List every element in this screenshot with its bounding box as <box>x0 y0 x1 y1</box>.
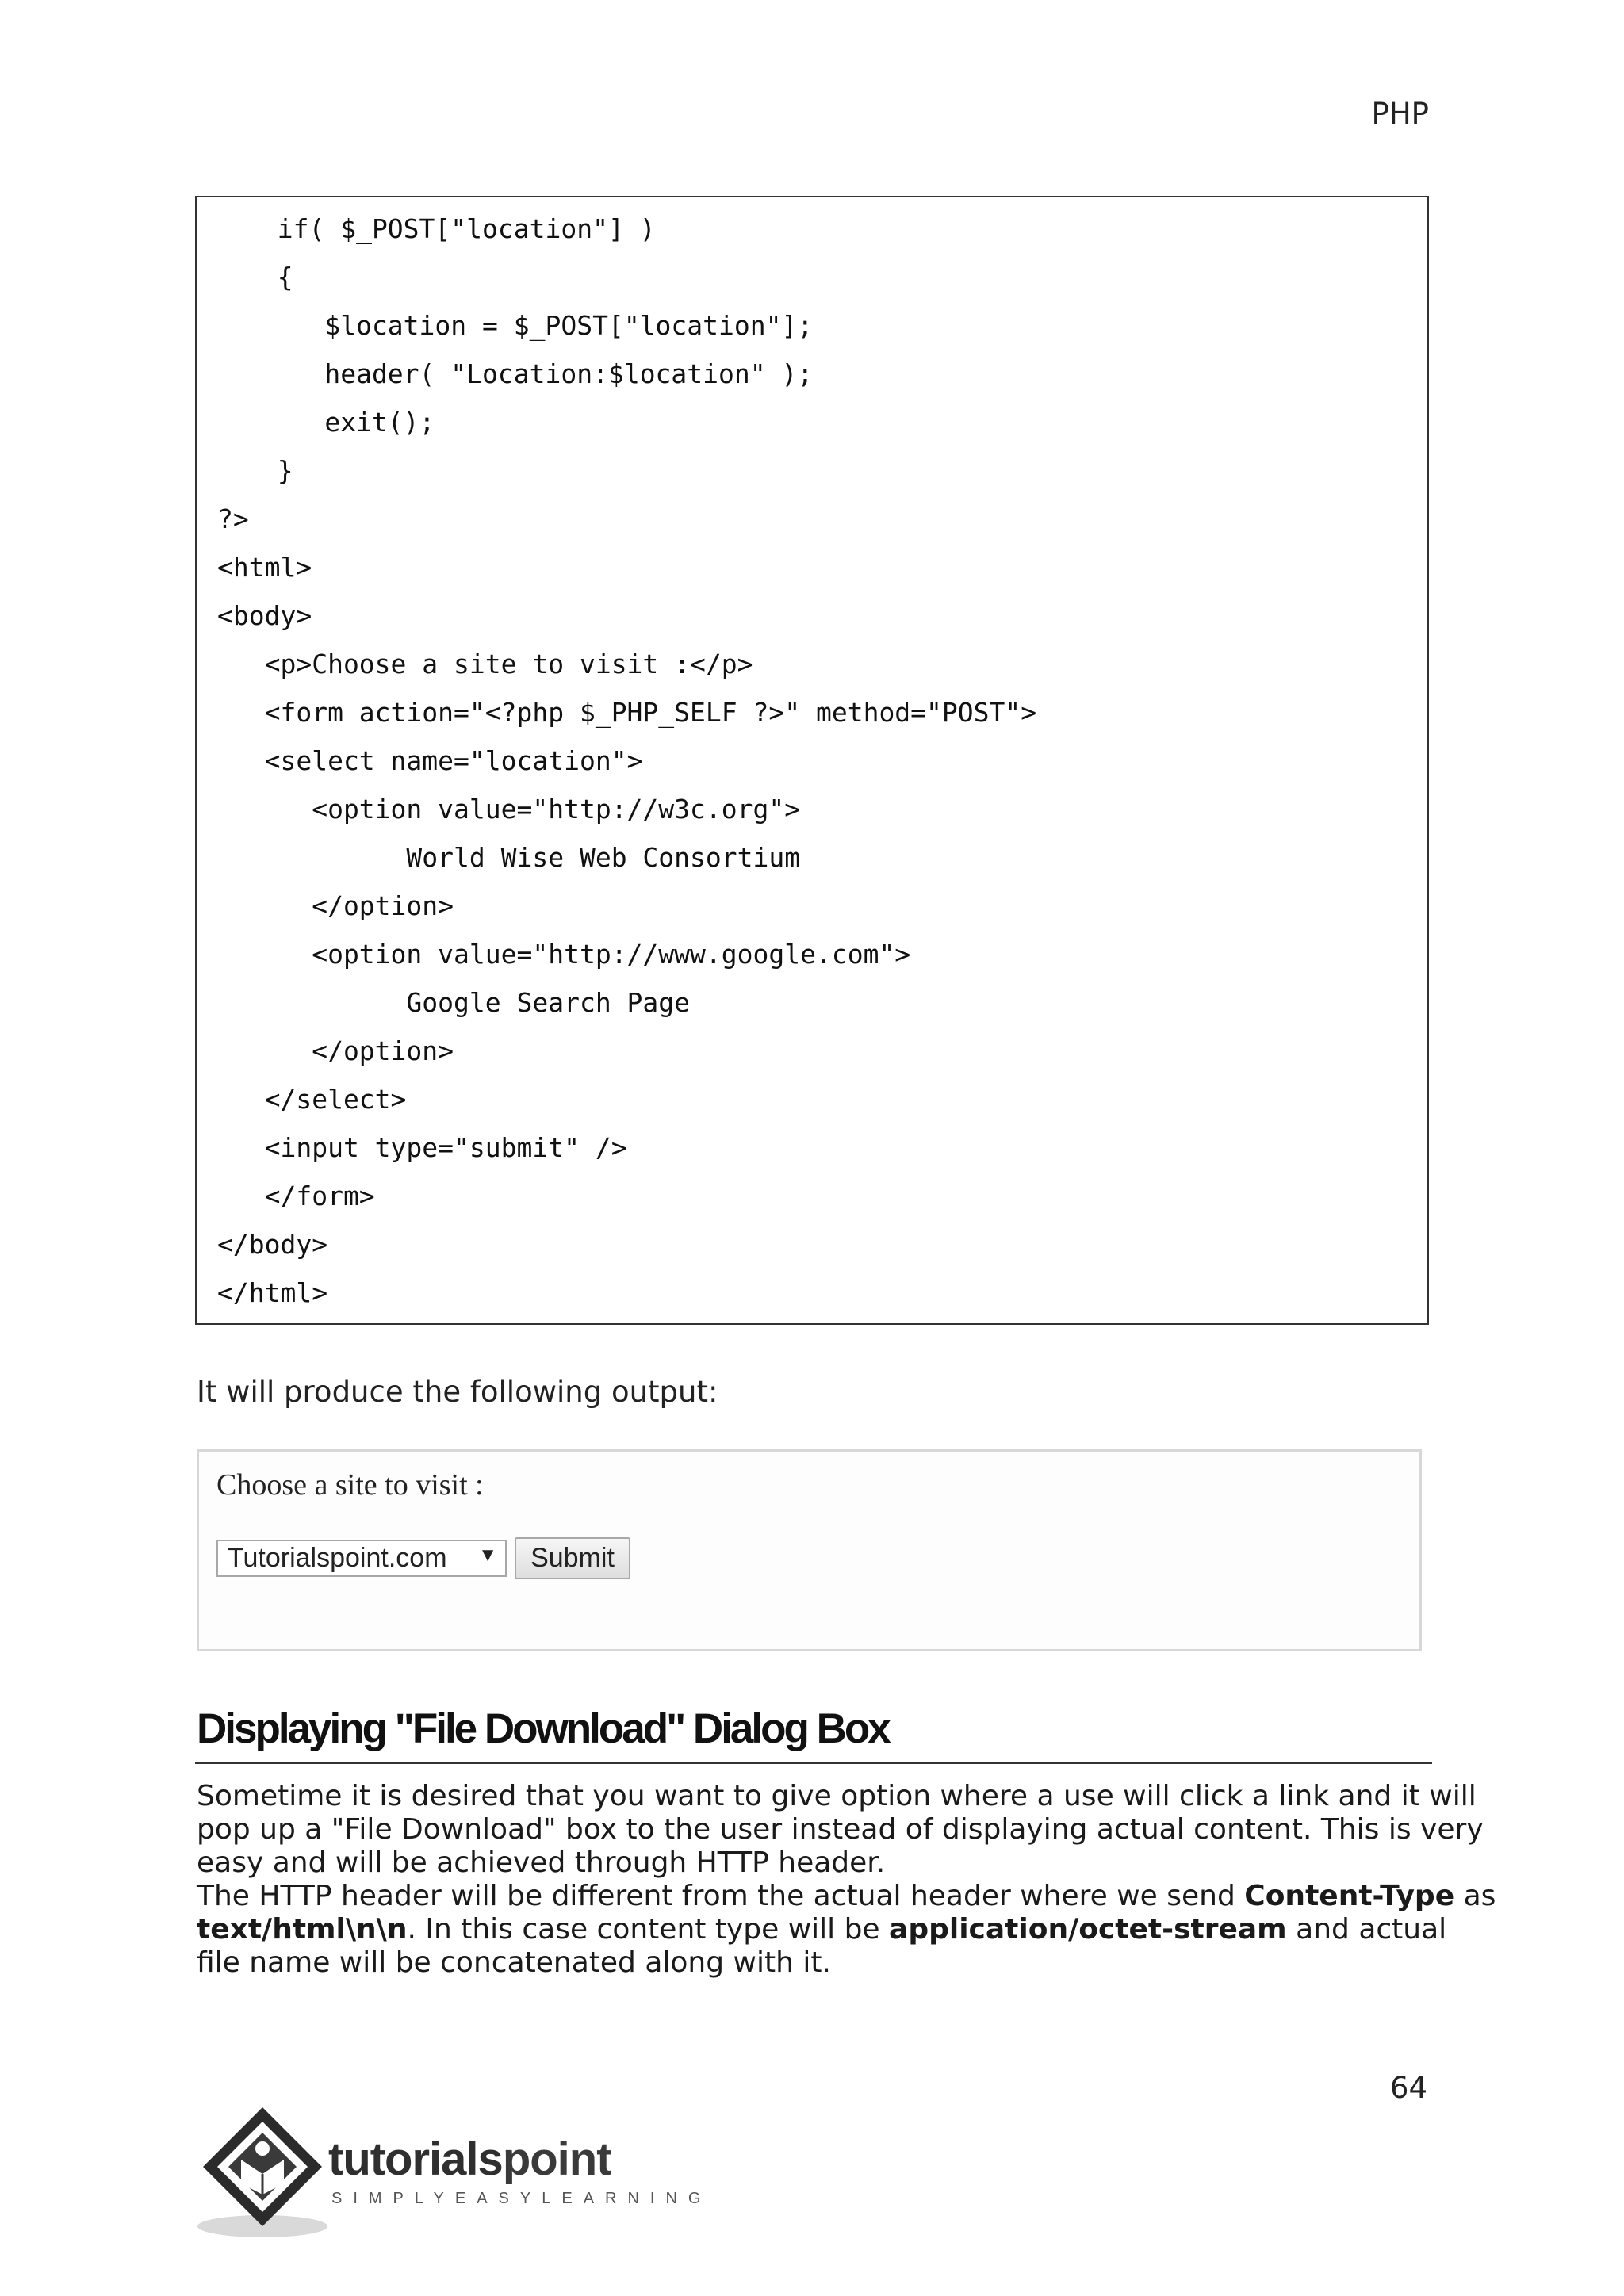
section-heading: Displaying "File Download" Dialog Box <box>197 1705 889 1752</box>
running-header: PHP <box>1371 97 1429 131</box>
text-html-term: text/html\n\n <box>197 1913 408 1946</box>
code-line: <html> <box>217 552 312 583</box>
octet-stream-term: application/octet-stream <box>889 1913 1287 1946</box>
heading-divider <box>195 1762 1432 1764</box>
site-select[interactable] <box>216 1540 507 1577</box>
code-line: <body> <box>217 600 312 631</box>
code-line: $location = $_POST["location"]; <box>246 310 814 341</box>
output-intro-text: It will produce the following output: <box>197 1375 718 1409</box>
body-line <box>197 1880 1496 1913</box>
code-line: <option value="http://www.google.com"> <box>217 939 911 970</box>
code-line: Google Search Page <box>217 987 691 1018</box>
code-line: </form> <box>217 1181 375 1211</box>
code-line: <input type="submit" /> <box>217 1132 627 1163</box>
code-line: World Wise Web Consortium <box>217 842 801 873</box>
dropdown-arrow-icon: ▼ <box>478 1544 497 1566</box>
logo-wordmark <box>328 2133 611 2186</box>
output-prompt-label: Choose a site to visit : <box>216 1468 484 1502</box>
tutorialspoint-logo <box>195 2101 712 2244</box>
code-line: <form action="<?php $_PHP_SELF ?>" method="POST"> <box>217 697 1037 728</box>
submit-button[interactable]: Submit <box>515 1537 630 1579</box>
page-number: 64 <box>1389 2071 1427 2105</box>
body-line: easy and will be achieved through HTTP header. <box>197 1846 886 1879</box>
body-text: as <box>1454 1880 1496 1912</box>
code-line: </select> <box>217 1084 407 1115</box>
code-line: <select name="location"> <box>217 745 643 776</box>
body-line: file name will be concatenated along with it. <box>197 1946 831 1979</box>
code-line: exit(); <box>246 407 435 438</box>
body-text: . In this case content type will be <box>407 1913 890 1946</box>
code-line: </html> <box>217 1277 328 1308</box>
logo-emblem-icon <box>195 2101 330 2244</box>
code-block <box>195 196 1429 1325</box>
logo-tagline: SIMPLYEASYLEARNING <box>331 2190 712 2207</box>
body-line: Sometime it is desired that you want to give option where a use will click a link and it will <box>197 1780 1477 1812</box>
code-line: { <box>246 262 293 293</box>
code-line: </option> <box>217 1035 454 1066</box>
body-line <box>197 1913 1446 1946</box>
code-line: header( "Location:$location" ); <box>246 358 814 389</box>
body-text: The HTTP header will be different from the actual header where we send <box>197 1880 1245 1912</box>
code-line: <p>Choose a site to visit :</p> <box>217 649 753 679</box>
output-preview <box>197 1449 1422 1651</box>
code-line: </option> <box>217 890 454 921</box>
code-line: </body> <box>217 1229 328 1260</box>
content-type-term: Content-Type <box>1244 1880 1455 1912</box>
logo-word-point: point <box>502 2133 611 2185</box>
body-text: and actual <box>1286 1913 1447 1946</box>
code-line: ?> <box>217 503 249 534</box>
body-line: pop up a "File Download" box to the user instead of displaying actual content. This is very <box>197 1813 1484 1846</box>
logo-word-tutorials: tutorials <box>328 2133 503 2185</box>
code-line: } <box>246 455 293 486</box>
code-line: if( $_POST["location"] ) <box>246 213 656 244</box>
site-select-value: Tutorialspoint.com <box>228 1543 447 1573</box>
code-line: <option value="http://w3c.org"> <box>217 794 801 825</box>
